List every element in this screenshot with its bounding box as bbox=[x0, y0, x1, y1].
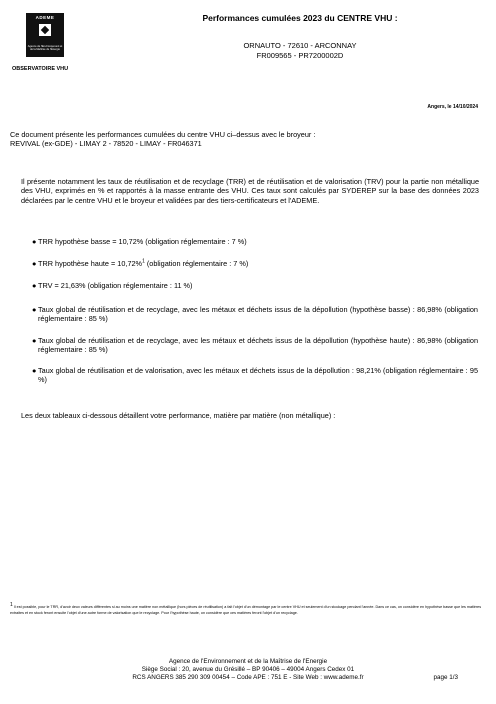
bullet-dot-icon: ● bbox=[32, 336, 37, 345]
centre-name: ORNAUTO - 72610 - ARCONNAY bbox=[243, 41, 357, 50]
intro-line-2: REVIVAL (ex-GDE) - LIMAY 2 - 78520 - LIMAY - FR046371 bbox=[10, 139, 202, 148]
bullet-dot-icon: ● bbox=[32, 366, 37, 375]
bullet-dot-icon: ● bbox=[32, 237, 37, 246]
document-date: Angers, le 14/10/2024 bbox=[427, 104, 478, 110]
bullet-dot-icon: ● bbox=[32, 305, 37, 314]
footer-line-3: RCS ANGERS 385 290 309 00454 – Code APE : 751 E - Site Web : www.ademe.fr bbox=[132, 674, 364, 681]
logo-caption: Agence de l'Environnement et de la Maîtrise de l'Énergie bbox=[27, 45, 63, 51]
bullet-trv: ● TRV = 21,63% (obligation réglementaire : 11 %) bbox=[32, 281, 193, 290]
observatoire-label: OBSERVATOIRE VHU bbox=[12, 66, 69, 72]
bullet-trr-haute: ● TRR hypothèse haute = 10,72%$^1$ (obligation réglementaire : 7 %) bbox=[32, 258, 249, 268]
footnote: $^1$ Il est possible, pour le TRR, d'avoir deux valeurs différentes si au moins une matière non métallique (hors pièces de réutilisation) a fait l'objet d'un démontage par le centre VHU et seulement d'un stockage pendant l'année. Dans ce cas, on considère en hypothèse basse que les matières extraites et en stock feront ensuite l'objet d'une autre forme de valorisation que le recyclage. Pour l'hypothèse haute, on considère que ces matières feront l'objet d'un recyclage. bbox=[10, 602, 482, 615]
intro-line-1: Ce document présente les performances cumulées du centre VHU ci–dessus avec le broyeur : bbox=[10, 130, 316, 139]
page-number: page 1/3 bbox=[433, 674, 458, 681]
bullet-taux-global-haute: ● Taux global de réutilisation et de recyclage, avec les métaux et déchets issus de la dépollution (hypothèse haute) : 86,98% (obligation réglementaire : 85 %) bbox=[32, 336, 478, 355]
footer-line-1: Agence de l'Environnement et de la Maîtrise de l'Energie bbox=[168, 658, 328, 665]
footnote-mark: 1 bbox=[10, 602, 13, 608]
ademe-logo bbox=[26, 13, 64, 57]
bullet-taux-global-valorisation: ● Taux global de réutilisation et de valorisation, avec les métaux et déchets issus de la dépollution : 98,21% (obligation réglementaire : 95 %) bbox=[32, 366, 478, 385]
presentation-paragraph: Il présente notamment les taux de réutilisation et de recyclage (TRR) et de réutilisation et de valorisation (TRV) pour la partie non métallique des VHU, exprimés en % et rapportés à la masse entrante des VHU. Ces taux sont calculés par SYDEREP sur la base des données 2023 déclarées par le centre VHU et le broyeur et validées par des tiers-certificateurs et l'ADEME. bbox=[21, 177, 479, 205]
bullet-dot-icon: ● bbox=[32, 281, 37, 290]
footnote-ref: 1 bbox=[142, 258, 145, 265]
page-title: Performances cumulées 2023 du CENTRE VHU : bbox=[202, 13, 398, 23]
tables-intro: Les deux tableaux ci-dessous détaillent votre performance, matière par matière (non métallique) : bbox=[21, 411, 336, 420]
bullet-trr-basse: ● TRR hypothèse basse = 10,72% (obligation réglementaire : 7 %) bbox=[32, 237, 247, 246]
logo-mark-icon bbox=[39, 24, 51, 36]
footer-line-2: Siège Social : 20, avenue du Grésillé – BP 90406 – 49004 Angers Cedex 01 bbox=[141, 666, 355, 673]
bullet-taux-global-basse: ● Taux global de réutilisation et de recyclage, avec les métaux et déchets issus de la dépollution (hypothèse basse) : 86,98% (obligation réglementaire : 85 %) bbox=[32, 305, 478, 324]
logo-brand: ADEME bbox=[35, 15, 55, 20]
bullet-dot-icon: ● bbox=[32, 259, 37, 268]
centre-ids: FR009565 - PR7200002D bbox=[256, 51, 344, 60]
